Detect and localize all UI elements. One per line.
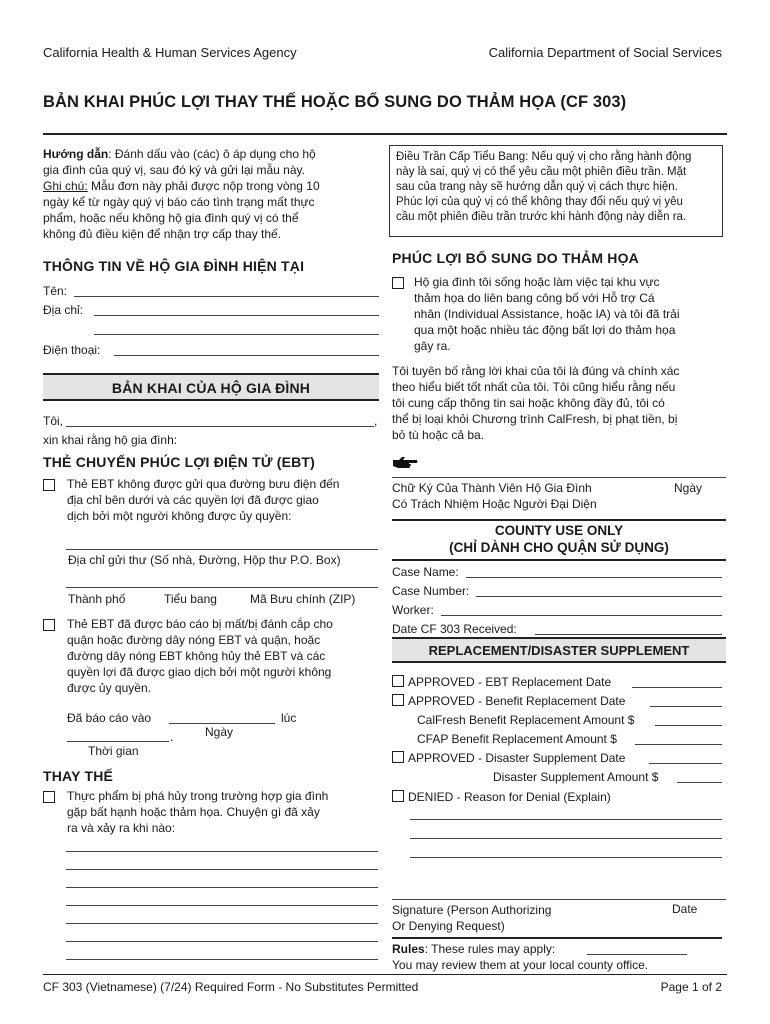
disaster-option-text: Hộ gia đình tôi sống hoặc làm việc tại khu vực thảm họa do liên bang công bố với Hỗ trợ Cá nhân (Individual Assistance, hoặc IA) và tôi đã trải qua một hoặc nhiều tác động bất lợi do thảm họa gây ra. <box>414 275 680 353</box>
approved-disaster-checkbox[interactable] <box>392 751 404 763</box>
replacement-text: Thực phẩm bị phá hủy trong trường hợp gia đình gặp bất hạnh hoặc thảm họa. Chuyện gì đã xảy ra và xảy ra khi nào: <box>67 789 329 835</box>
approved-disaster-row: APPROVED - Disaster Supplement Date <box>392 750 625 766</box>
household-statement-heading: BẢN KHAI CỦA HỘ GIA ĐÌNH <box>111 380 311 396</box>
date-received-label: Date CF 303 Received: <box>392 622 517 636</box>
ebt-option1-checkbox[interactable] <box>43 479 55 491</box>
address-label: Địa chỉ: <box>43 303 84 317</box>
replacement-heading: THAY THẾ <box>43 768 114 784</box>
rds-heading: REPLACEMENT/DISASTER SUPPLEMENT <box>428 643 690 658</box>
calfresh-amount-field[interactable] <box>655 725 722 726</box>
disaster-amount-field[interactable] <box>677 782 722 783</box>
declaration-text: Tôi tuyên bố rằng lời khai của tôi là đúng và chính xác theo hiểu biết tốt nhất của tôi. Tôi cũng hiểu rằng nếu tôi cung cấp thông tin sai hoặc không đầy đủ, tôi có thể bị loại khỏi Chương trình CalFresh, bị phạt tiền, bị bỏ tù hoặc cả ba. <box>392 364 680 442</box>
name-label: Tên: <box>43 284 68 298</box>
declare-text: xin khai rằng hộ gia đình: <box>43 433 178 447</box>
ebt-option2-checkbox[interactable] <box>43 619 55 631</box>
disaster-amount-label: Disaster Supplement Amount $ <box>493 770 659 784</box>
address-field-1[interactable] <box>94 315 379 316</box>
explain-line-1[interactable] <box>66 851 378 852</box>
disaster-supplement-heading: PHÚC LỢI BỔ SUNG DO THẢM HỌA <box>392 250 639 266</box>
explain-line-4[interactable] <box>66 905 378 906</box>
household-signature-label: Chữ Ký Của Thành Viên Hộ Gia Đình Có Trách Nhiệm Hoặc Người Đại Diện <box>392 481 597 511</box>
approved-ebt-checkbox[interactable] <box>392 675 404 687</box>
city-state-zip-field[interactable] <box>66 587 378 588</box>
footer-form-id: CF 303 (Vietnamese) (7/24) Required Form - No Substitutes Permitted <box>43 980 419 994</box>
approved-ebt-date-field[interactable] <box>632 687 722 688</box>
approved-benefit-row: APPROVED - Benefit Replacement Date <box>392 693 625 709</box>
rules-label: Rules <box>392 942 425 956</box>
phone-field[interactable] <box>114 355 379 356</box>
footer-rule <box>43 974 727 975</box>
rules-row: Rules: These rules may apply: <box>392 942 556 956</box>
cfap-amount-field[interactable] <box>635 744 722 745</box>
rds-rule-bottom <box>392 661 726 663</box>
household-info-heading: THÔNG TIN VỀ HỘ GIA ĐÌNH HIỆN TẠI <box>43 258 305 274</box>
explain-line-7[interactable] <box>66 959 378 960</box>
ebt-option1-text: Thẻ EBT không được gửi qua đường bưu điện đến địa chỉ bên dưới và các quyền lợi đã được giao dịch bởi một người không được ủy quyền: <box>67 477 340 523</box>
denial-reason-line-3[interactable] <box>410 857 722 858</box>
mailing-address-field[interactable] <box>66 549 378 550</box>
form-title: BẢN KHAI PHÚC LỢI THAY THẾ HOẶC BỔ SUNG DO THẢM HỌA (CF 303) <box>43 93 627 111</box>
county-use-title: COUNTY USE ONLY (CHỈ DÀNH CHO QUẬN SỬ DỤNG) <box>449 523 669 555</box>
phone-label: Điện thoại: <box>43 343 101 357</box>
at-label: lúc <box>281 711 297 725</box>
state-label: Tiểu bang <box>164 592 217 606</box>
reported-time-field[interactable] <box>67 741 169 742</box>
comma: , <box>374 414 378 428</box>
ebt-heading: THẺ CHUYỂN PHÚC LỢI ĐIỆN TỬ (EBT) <box>43 454 316 470</box>
footer-page: Page 1 of 2 <box>660 980 722 994</box>
zip-label: Mã Bưu chính (ZIP) <box>250 592 356 606</box>
household-signature-field[interactable] <box>392 477 726 478</box>
city-label: Thành phố <box>68 592 126 606</box>
instructions: Hướng dẫn: Đánh dấu vào (các) ô áp dụng cho hộ gia đình của quý vị, sau đó ký và gửi lại mẫu này. Ghi chú: Mẫu đơn này phải được nộp trong vòng 10 ngày kể từ ngày quý vị báo cáo tình trạng mất thực phẩm, hoặc nếu không hộ gia đình quý vị có thể không đủ điều kiện để nhận trợ cấp thay thế. <box>43 147 320 241</box>
denied-checkbox[interactable] <box>392 790 404 802</box>
agency-right: California Department of Social Services <box>488 45 722 60</box>
time-label: Thời gian <box>88 744 139 758</box>
case-number-field[interactable] <box>476 596 722 597</box>
statement-rule-bottom <box>43 399 379 401</box>
mailing-label: Địa chỉ gửi thư (Số nhà, Đường, Hộp thư P.O. Box) <box>68 553 341 567</box>
period: . <box>170 730 174 744</box>
fair-hearing-text: Điều Trần Cấp Tiểu Bang: Nếu quý vị cho rằng hành động này là sai, quý vị có thể yêu cầu một phiên điều trần. Mặt sau của trang này sẽ hướng dẫn quý vị cách thực hiện. Phúc lợi của quý vị có thể không thay đổi nếu quý vị yêu cầu một phiên điều trần trước khi hành động này diễn ra. <box>396 151 692 223</box>
case-number-label: Case Number: <box>392 584 470 598</box>
date-received-field[interactable] <box>535 634 722 635</box>
approved-benefit-date-field[interactable] <box>650 706 722 707</box>
county-rule-top <box>392 519 726 521</box>
title-rule <box>43 133 727 135</box>
approved-disaster-date-field[interactable] <box>649 763 722 764</box>
explain-line-5[interactable] <box>66 923 378 924</box>
pointing-hand-icon <box>392 455 418 474</box>
name-field[interactable] <box>74 296 379 297</box>
worker-label: Worker: <box>392 603 434 617</box>
county-signature-label: Signature (Person Authorizing Or Denying Request) <box>392 903 552 933</box>
explain-line-2[interactable] <box>66 869 378 870</box>
worker-field[interactable] <box>441 615 722 616</box>
case-name-label: Case Name: <box>392 565 459 579</box>
replacement-checkbox[interactable] <box>43 791 55 803</box>
approved-ebt-row: APPROVED - EBT Replacement Date <box>392 674 611 690</box>
declarant-name-field[interactable] <box>66 426 374 427</box>
signature-date-label: Ngày <box>674 481 703 495</box>
address-field-2[interactable] <box>94 334 379 335</box>
explain-line-6[interactable] <box>66 941 378 942</box>
explain-line-3[interactable] <box>66 887 378 888</box>
case-name-field[interactable] <box>466 577 722 578</box>
county-rule-2 <box>392 559 726 561</box>
denial-reason-line-2[interactable] <box>410 838 722 839</box>
disaster-checkbox[interactable] <box>392 277 404 289</box>
approved-benefit-checkbox[interactable] <box>392 694 404 706</box>
review-text: You may review them at your local county office. <box>392 958 649 972</box>
ebt-option2-text: Thẻ EBT đã được báo cáo bị mất/bị đánh cắp cho quận hoặc đường dây nóng EBT và quận, hoặc đường dây nóng EBT không hủy thẻ EBT và các quyền lợi đã được giao dịch bởi một người không được ủy quyền. <box>67 617 333 695</box>
i-label: Tôi, <box>43 414 64 428</box>
cfap-amount-label: CFAP Benefit Replacement Amount $ <box>417 732 617 746</box>
rules-rule <box>392 937 722 939</box>
instructions-label: Hướng dẫn <box>43 147 109 161</box>
rules-field[interactable] <box>587 954 687 955</box>
county-date-label: Date <box>672 902 698 916</box>
note-label: Ghi chú: <box>43 179 88 193</box>
date-label: Ngày <box>205 725 234 739</box>
calfresh-amount-label: CalFresh Benefit Replacement Amount $ <box>417 713 635 727</box>
reported-label: Đã báo cáo vào <box>67 711 152 725</box>
county-signature-field[interactable] <box>392 899 726 900</box>
denial-reason-line-1[interactable] <box>410 819 722 820</box>
agency-left: California Health & Human Services Agency <box>43 45 297 60</box>
denied-row: DENIED - Reason for Denial (Explain) <box>392 789 611 805</box>
